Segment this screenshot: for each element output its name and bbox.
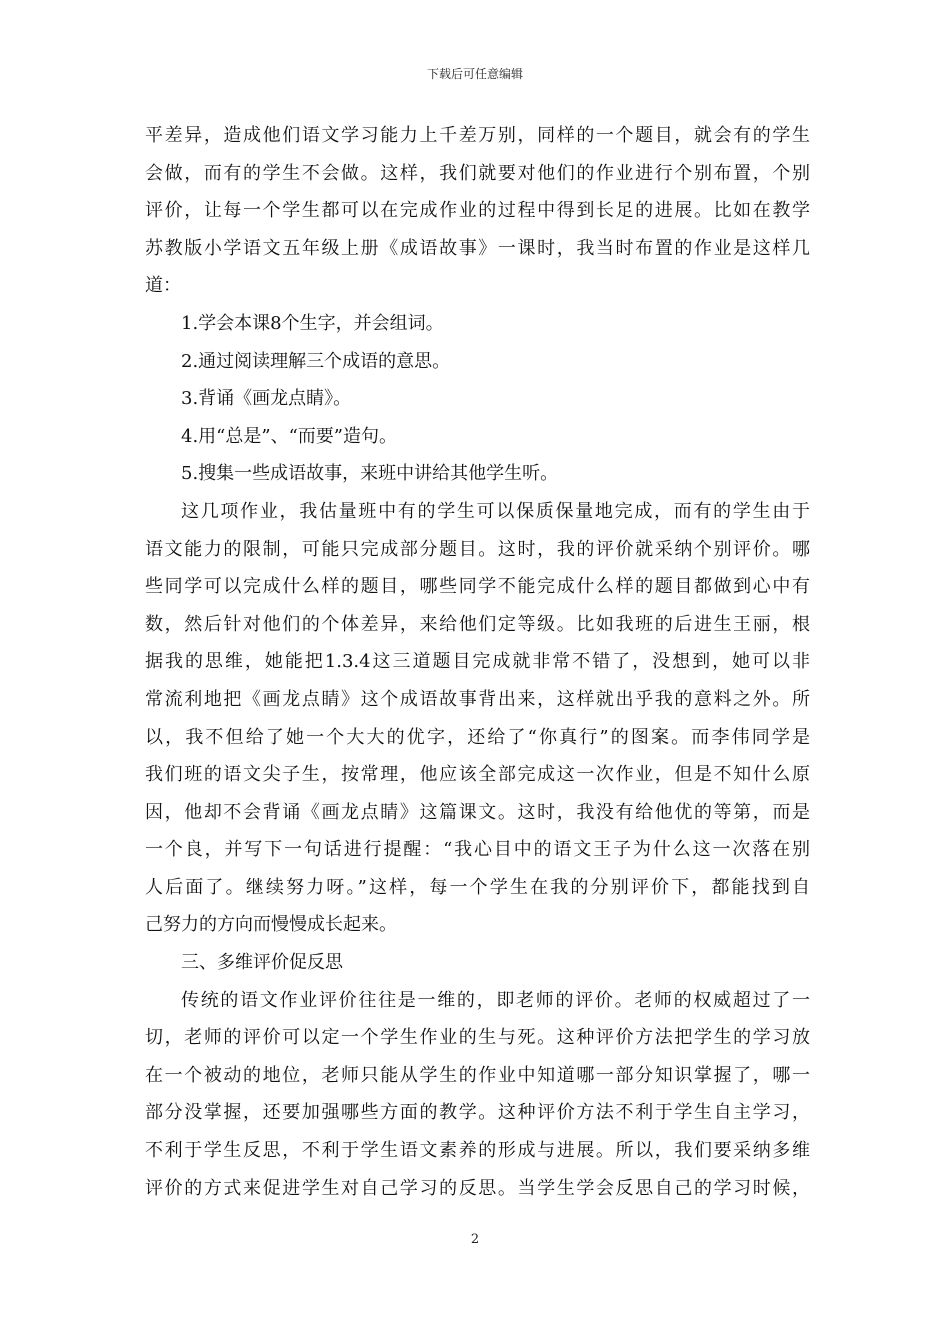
text-line: 5.搜集一些成语故事，来班中讲给其他学生听。 (181, 463, 559, 485)
text-line: 这几项作业，我估量班中有的学生可以保质保量地完成，而有的学生由于 (181, 500, 810, 522)
text-line: 据我的思维，她能把1.3.4这三道题目完成就非常不错了，没想到，她可以非 (145, 651, 810, 673)
text-line: 传统的语文作业评价往往是一维的，即老师的评价。老师的权威超过了一 (181, 989, 810, 1011)
text-line: 部分没掌握，还要加强哪些方面的教学。这种评价方法不利于学生自主学习， (145, 1102, 810, 1124)
page-header: 下载后可任意编辑 (426, 67, 523, 81)
text-line: 以，我不但给了她一个大大的优字，还给了“你真行”的图案。而李伟同学是 (145, 726, 810, 748)
text-line: 4.用“总是”、“而要”造句。 (181, 425, 397, 447)
text-line: 评价，让每一个学生都可以在完成作业的过程中得到长足的进展。比如在教学 (145, 200, 810, 222)
text-line: 2.通过阅读理解三个成语的意思。 (181, 350, 451, 372)
text-line: 苏教版小学语文五年级上册《成语故事》一课时，我当时布置的作业是这样几 (145, 237, 810, 259)
text-line: 在一个被动的地位，老师只能从学生的作业中知道哪一部分知识掌握了，哪一 (145, 1064, 810, 1086)
text-line: 因，他却不会背诵《画龙点睛》这篇课文。这时，我没有给他优的等第，而是 (145, 801, 810, 823)
text-line: 己努力的方向而慢慢成长起来。 (145, 914, 397, 936)
page-number: 2 (470, 1232, 480, 1247)
text-line: 评价的方式来促进学生对自己学习的反思。当学生学会反思自己的学习时候， (145, 1177, 810, 1199)
text-line: 1.学会本课8个生字，并会组词。 (181, 312, 444, 334)
text-line: 3.背诵《画龙点睛》。 (181, 388, 352, 410)
text-line: 些同学可以完成什么样的题目，哪些同学不能完成什么样的题目都做到心中有 (145, 576, 810, 598)
text-line: 三、多维评价促反思 (181, 952, 343, 974)
text-line: 平差异，造成他们语文学习能力上千差万别，同样的一个题目，就会有的学生 (145, 125, 810, 146)
body-text (145, 117, 810, 1207)
text-line: 不利于学生反思，不利于学生语文素养的形成与进展。所以，我们要采纳多维 (145, 1140, 810, 1162)
text-line: 切，老师的评价可以定一个学生作业的生与死。这种评价方法把学生的学习放 (145, 1027, 810, 1049)
text-line: 一个良，并写下一句话进行提醒：“我心目中的语文王子为什么这一次落在别 (145, 839, 810, 861)
text-line: 我们班的语文尖子生，按常理，他应该全部完成这一次作业，但是不知什么原 (145, 764, 810, 786)
text-line: 语文能力的限制，可能只完成部分题目。这时，我的评价就采纳个别评价。哪 (145, 538, 810, 560)
text-line: 人后面了。继续努力呀。”这样，每一个学生在我的分别评价下，都能找到自 (145, 876, 810, 898)
text-line: 常流利地把《画龙点睛》这个成语故事背出来，这样就出乎我的意料之外。所 (145, 688, 810, 710)
text-line: 数，然后针对他们的个体差异，来给他们定等级。比如我班的后进生王丽，根 (145, 613, 810, 635)
text-line: 会做，而有的学生不会做。这样，我们就要对他们的作业进行个别布置，个别 (145, 162, 810, 184)
text-line: 道： (145, 275, 181, 297)
